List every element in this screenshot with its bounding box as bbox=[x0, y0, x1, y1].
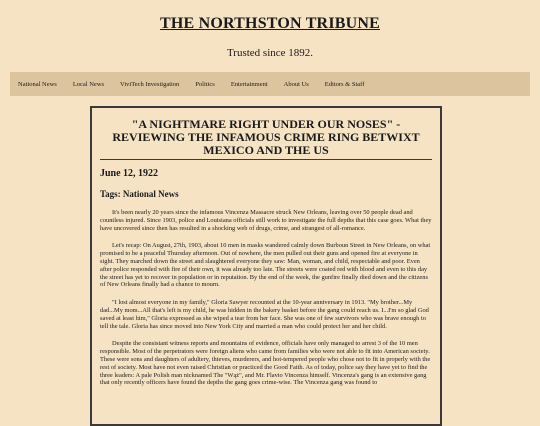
article-card bbox=[90, 106, 442, 426]
main-nav bbox=[10, 72, 530, 96]
site-title[interactable]: THE NORTHSTON TRIBUNE bbox=[160, 15, 380, 32]
nav-item-about-us[interactable]: About Us bbox=[283, 80, 309, 88]
article-paragraph: It's been nearly 20 years since the infamous Vincenza Massacre struck New Orleans, leaving over 50 people dead and countless injured. Since 1903, police and Louisiana officials still work to investigate the full depths that this case goes. What they have uncovered since then has resulted in a shocking web of drugs, crime, and strangest of all-romance. bbox=[100, 209, 432, 232]
article-paragraph: Despite the consistant witness reports and mountains of evidence, officials have only managed to arrest 3 of the 10 men responsible. Most of the perpetrators were foreign aliens who came from families who were not able to fit into American society. These were sons and daughters of adultery, thieves, murderers, and hot-tempered people who chose not to fit in properly with the rest of society. Most have not even raised Christian or practiced the Good Faith. As of today, police say they have yet to find the three leaders: A pale Polish man nicknamed The "Wąż", and Mr. Flavio Vincenza himself. Vincenza's gang is an extensive gang that only recently officers have found the depths the gang goes crime-wise. The Vincenza gang was found to bbox=[100, 340, 431, 387]
article-date: June 12, 1922 bbox=[100, 168, 159, 179]
site-tagline: Trusted since 1892. bbox=[226, 47, 314, 59]
masthead bbox=[0, 0, 540, 59]
article-paragraph: "I lost almost everyone in my family," Gloria Sawyer recounted at the 10-year anniversary in 1913. "My brother...My dad...My mom...All that's left is my child, he was hidden in the bakery basket before the gang could reach us. I...I'm so glad God saved at least him," Gloria expressed as she wiped a tear from her face. She was one of few survivors who was brave enough to tell the tale. Gloria has since moved into New York City and married a man who could protect her and her child. bbox=[100, 299, 429, 330]
nav-item-local-news[interactable]: Local News bbox=[72, 80, 105, 88]
nav-item-national-news[interactable]: National News bbox=[18, 80, 57, 88]
nav-item-entertainment[interactable]: Entertainment bbox=[230, 80, 268, 88]
article-paragraph: Let's recap: On August, 27th, 1903, about 10 men in masks wandered calmly down Burboun Street in New Orleans, on what promised to be a peaceful Thursday afternoon. Out of nowhere, the men pulled out their guns and opened fire at everyone in sight. They marched down the street and slaughtered everyone they saw: Man, woman, and child, respectable and poor. Even after police responded with fire of their own, it was already too late. The streets were coated red with blood and even to this day the street has yet to recover in population or in reputation. By the end of the week, the gunfire finally died down and the citizens of New Orleans finally had a chance to mourn. bbox=[100, 242, 431, 289]
article-title: "A NIGHTMARE RIGHT UNDER OUR NOSES" - REVIEWING THE INFAMOUS CRIME RING BETWIXT MEXICO AND THE US bbox=[100, 118, 432, 160]
nav-item-vivitech-investigation[interactable]: ViviTech Investigation bbox=[120, 80, 180, 88]
nav-item-politics[interactable]: Politics bbox=[195, 80, 215, 88]
article-tags: Tags: National News bbox=[100, 189, 179, 199]
nav-item-editors-staff[interactable]: Editors & Staff bbox=[324, 80, 365, 88]
